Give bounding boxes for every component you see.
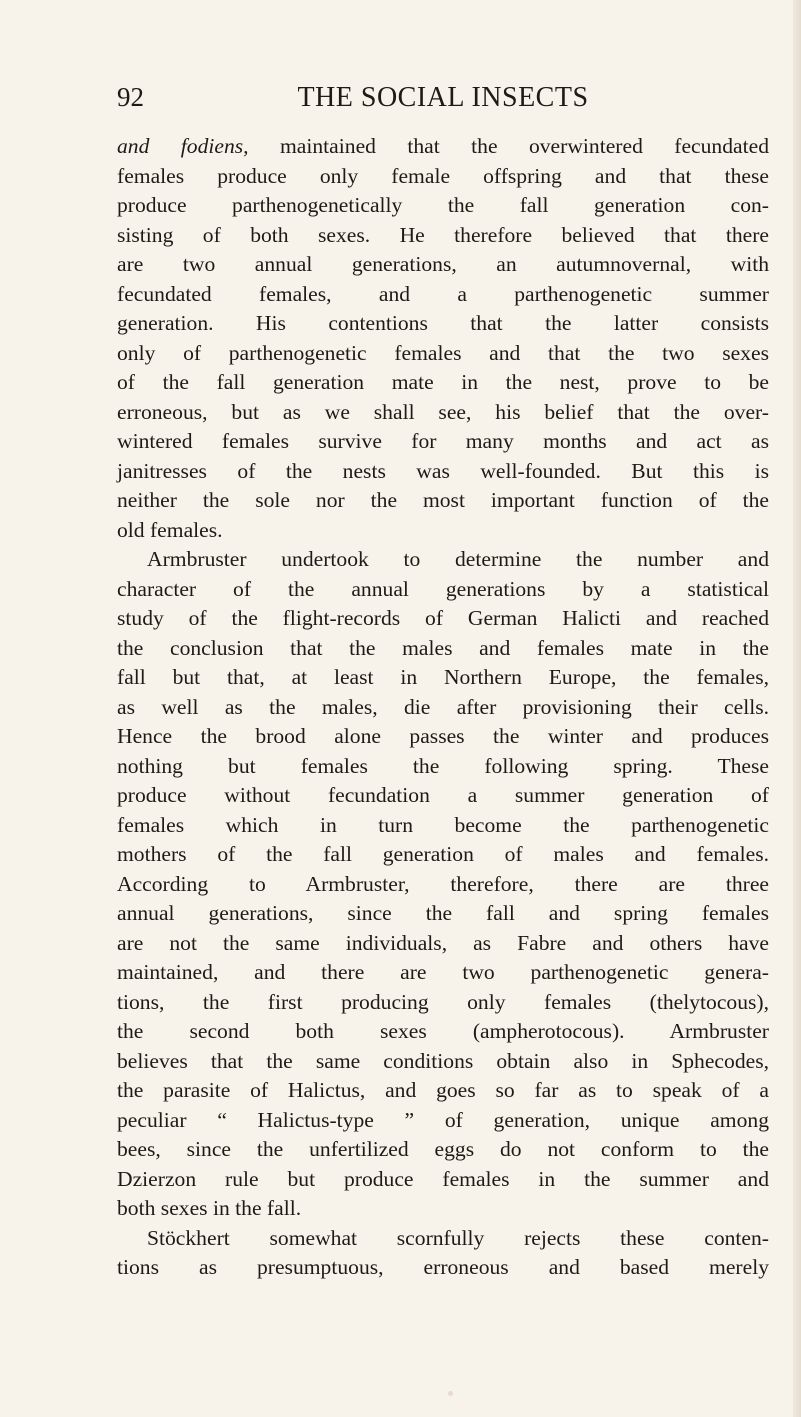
text-line: fall but that, at least in Northern Europe, the females,: [117, 665, 769, 689]
text-line: wintered females survive for many months and act as: [117, 429, 769, 453]
running-title: THE SOCIAL INSECTS: [297, 82, 589, 113]
text-line: the conclusion that the males and females mate in the: [117, 635, 769, 660]
text-line: annual generations, since the fall and spring females: [117, 901, 769, 925]
text-line: mothers of the fall generation of males and females.: [117, 842, 769, 866]
text-line: as well as the males, die after provisioning their cells.: [117, 694, 769, 719]
body-text: [117, 132, 769, 1283]
text-line: and fodiens, maintained that the overwintered fecundated: [117, 134, 769, 158]
text-line: produce parthenogenetically the fall generation con-: [117, 193, 769, 217]
text-line: of the fall generation mate in the nest, prove to be: [117, 370, 769, 394]
text-line: study of the flight-records of German Halicti and reached: [117, 606, 769, 630]
text-line: females which in turn become the parthenogenetic: [117, 812, 769, 837]
text-line: neither the sole nor the most important function of the: [117, 488, 769, 512]
text-line: janitresses of the nests was well-founded. But this is: [117, 458, 769, 483]
page-edge: [793, 0, 801, 1417]
page-header: [117, 82, 769, 122]
text-line: are two annual generations, an autumnovernal, with: [117, 252, 769, 276]
text-line: only of parthenogenetic females and that the two sexes: [117, 340, 769, 365]
text-line: erroneous, but as we shall see, his belief that the over-: [117, 399, 769, 424]
text-line: are not the same individuals, as Fabre and others have: [117, 930, 769, 955]
text-line: According to Armbruster, therefore, there are three: [117, 871, 769, 896]
text-line: fecundated females, and a parthenogenetic summer: [117, 281, 769, 306]
text-line: sisting of both sexes. He therefore believed that there: [117, 222, 769, 247]
text-line: generation. His contentions that the latter consists: [117, 311, 769, 335]
page-number: 92: [117, 82, 144, 112]
text-line: both sexes in the fall.: [117, 1196, 302, 1220]
text-line: maintained, and there are two parthenogenetic genera-: [117, 960, 769, 984]
text-line: the parasite of Halictus, and goes so far as to speak of a: [117, 1078, 769, 1102]
text-line: the second both sexes (ampherotocous). Armbruster: [117, 1019, 769, 1043]
italic-species-name: and fodiens,: [117, 134, 249, 158]
text-line: nothing but females the following spring. These: [117, 753, 769, 778]
text-line: females produce only female offspring and that these: [117, 163, 769, 188]
text-line: Dzierzon rule but produce females in the summer and: [117, 1166, 769, 1191]
text-line: produce without fecundation a summer generation of: [117, 783, 769, 807]
text-line: Stöckhert somewhat scornfully rejects these conten-: [147, 1225, 769, 1250]
text-line: bees, since the unfertilized eggs do not conform to the: [117, 1137, 769, 1161]
text-line: believes that the same conditions obtain also in Sphecodes,: [117, 1048, 769, 1073]
text-line: Armbruster undertook to determine the number and: [147, 547, 769, 571]
text-line: peculiar “ Halictus-type ” of generation, unique among: [117, 1107, 769, 1132]
text-line: tions, the first producing only females (thelytocous),: [117, 989, 769, 1014]
text-line: tions as presumptuous, erroneous and based merely: [117, 1255, 769, 1279]
text-line: old females.: [117, 517, 223, 542]
paper-speck: [448, 1391, 453, 1396]
text-line: Hence the brood alone passes the winter and produces: [117, 724, 769, 748]
text-line: character of the annual generations by a statistical: [117, 576, 769, 601]
